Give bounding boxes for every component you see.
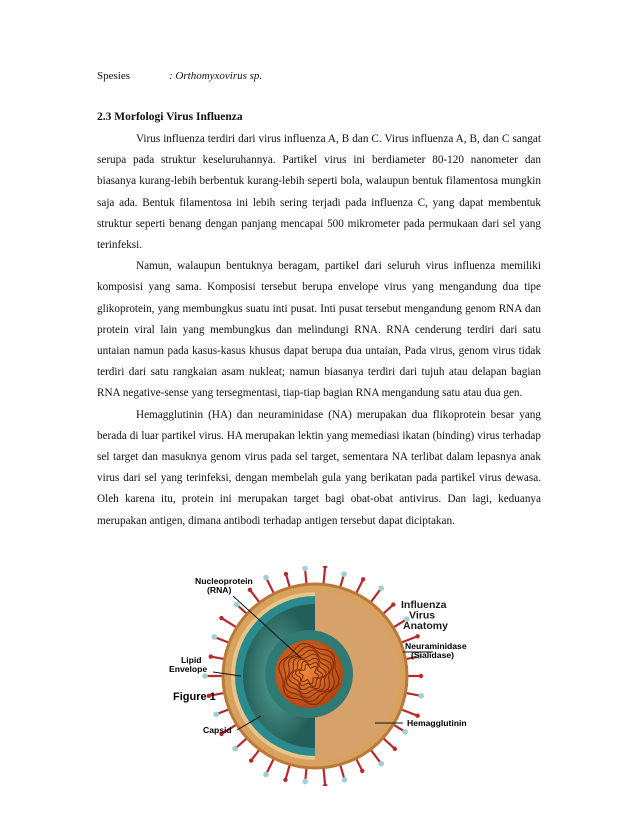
paragraph-2: Namun, walaupun bentuknya beragam, partikel dari seluruh virus influenza memiliki komposisi yang sama. Komposisi tersebut berupa envelope virus yang mengandung dua tipe glikoprotein, yang membungkus suatu inti pusat. Inti pusat tersebut mengandung genom RNA dan protein viral lain yang membungkus dan melindungi RNA. RNA cenderung terdiri dari satu untaian namun pada kasus-kasus khusus dapat berupa dua untaian, Pada virus, genom virus tidak terdiri dari satu rangkaian asam nukleat; namun biasanya terdiri dari tujuh atau delapan bagian RNA negative-sense yang tersegmentasi, tiap-tiap bagian RNA mengandung satu atau dua gen.	[97, 260, 541, 400]
spike-tip	[393, 747, 397, 751]
neuraminidase-label: Neuraminidase (Sialidase)	[405, 641, 467, 660]
paragraph-3: Hemagglutinin (HA) dan neuraminidase (NA) merupakan dua flikoprotein besar yang berada di luar partikel virus. HA merupakan lektin yang memediasi ikatan (binding) virus terhadap sel target dan masuknya genom virus pada sel target, sementara NA terlibat dalam lepasnya anak virus dari sel yang terinfeksi, dengan membelah gula yang berikatan pada partikel virus dewasa. Oleh karena itu, protein ini merupakan target bagi obat-obat antivirus. Dan lagi, keduanya merupakan antigen, dimana antibodi terhadap antigen tersebut dapat diciptakan.	[97, 408, 541, 527]
species-value: : Orthomyxovirus sp.	[169, 70, 263, 82]
nucleoprotein-label: Nucleoprotein (RNA)	[195, 576, 253, 595]
spike-tip	[415, 634, 419, 638]
body-text	[97, 129, 541, 532]
spike-tip	[378, 761, 384, 767]
spike-tip	[234, 602, 240, 608]
spike-tip	[202, 673, 208, 679]
spike-tip	[213, 711, 219, 717]
spike-tip	[283, 778, 287, 782]
spike-tip	[302, 779, 308, 785]
figure-title: Influenza Virus Anatomy	[401, 599, 448, 632]
spike-tip	[263, 772, 269, 778]
spike-tip	[248, 588, 252, 592]
capsid-label: Capsid	[203, 725, 232, 735]
spike-tip	[263, 575, 269, 581]
virus-anatomy-figure	[163, 566, 551, 786]
species-label: Spesies	[97, 70, 130, 82]
spike-tip	[323, 783, 327, 786]
figure-caption: Figure 1	[173, 691, 216, 703]
spike-tip	[323, 566, 327, 569]
spike-tip	[232, 746, 238, 752]
spike-tip	[378, 585, 384, 591]
spike-tip	[402, 729, 408, 735]
spike-tip	[418, 693, 424, 699]
paragraph-1: Virus influenza terdiri dari virus influenza A, B dan C. Virus influenza A, B, dan C sangat serupa pada struktur keseluruhannya. Partikel virus ini berdiameter 80-120 nanometer dan biasanya kurang-lebih berbentuk kurang-lebih seperti bola, walaupun bentuk filamentosa mungkin saja ada. Bentuk filamentosa ini lebih sering terjadi pada influenza C, yang dapat membentuk struktur seperti benang dengan panjang mencapai 500 mikrometer pada permukaan dari sel yang terinfeksi.	[97, 133, 541, 252]
spike-tip	[219, 616, 223, 620]
species-line	[97, 70, 262, 82]
section-heading: 2.3 Morfologi Virus Influenza	[97, 111, 243, 123]
spike-tip	[419, 674, 423, 678]
spike-tip	[341, 571, 347, 577]
spike-tip	[249, 758, 253, 762]
lipid-envelope-label: Lipid Envelope	[169, 655, 208, 674]
hemagglutinin-label: Hemagglutinin	[407, 718, 467, 728]
spike-tip	[211, 634, 217, 640]
spike-tip	[342, 777, 348, 783]
spike-tip	[284, 572, 288, 576]
virus-illustration	[163, 566, 551, 786]
spike-tip	[209, 654, 213, 658]
spike-tip	[391, 602, 395, 606]
spike-tip	[302, 566, 308, 571]
spike-tip	[360, 769, 364, 773]
spike-tip	[361, 577, 365, 581]
